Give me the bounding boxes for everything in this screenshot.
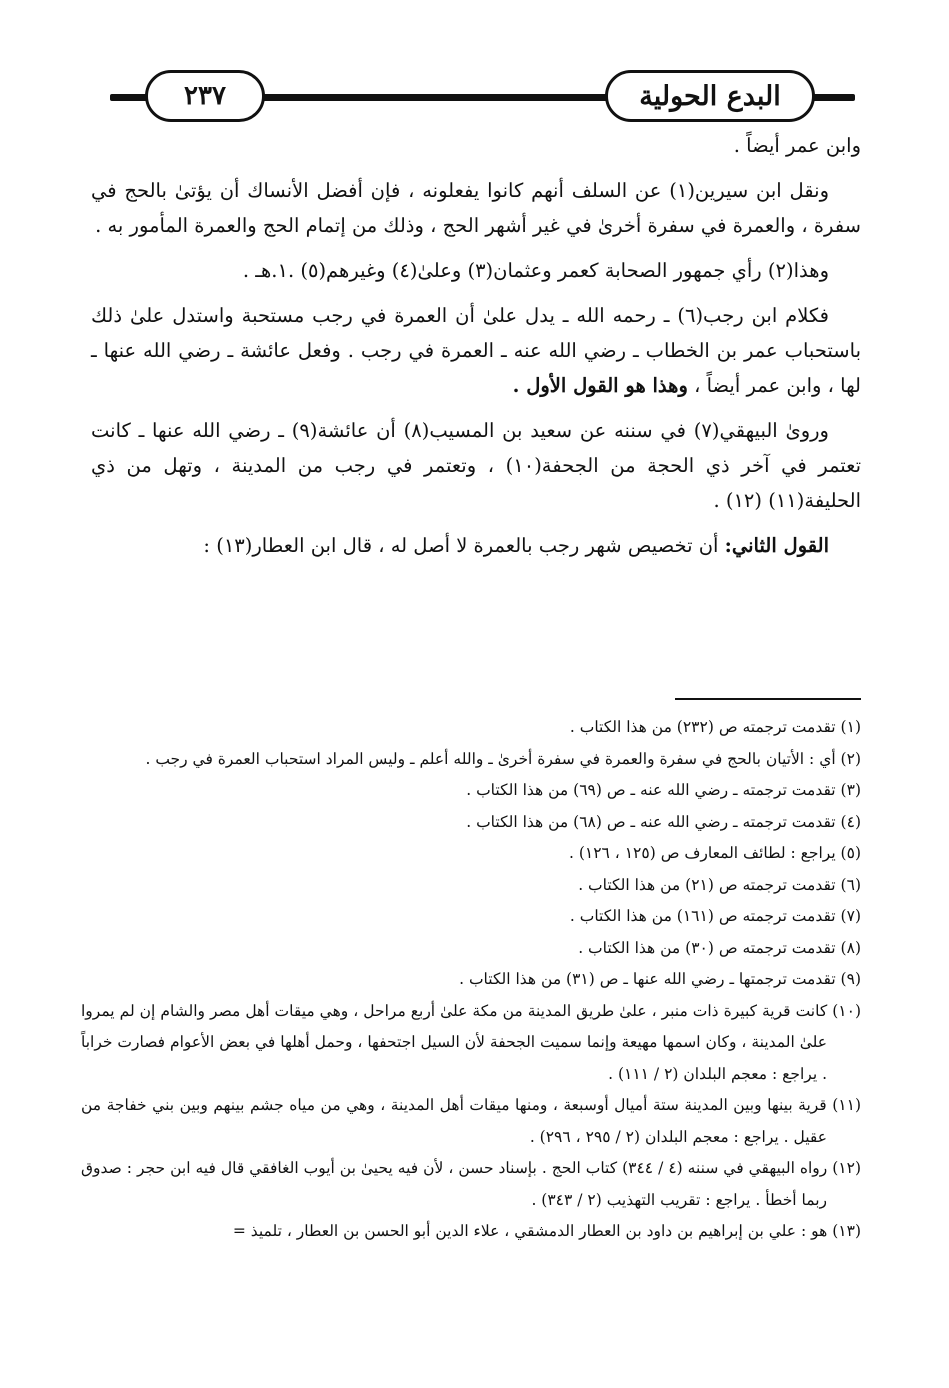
paragraph: وهذا(٢) رأي جمهور الصحابة كعمر وعثمان(٣) وعلىٰ(٤) وغيرهم(٥) .١.هـ . <box>242 259 829 282</box>
footnote: (٥) يراجع : لطائف المعارف ص (١٢٥ ، ١٢٦) . <box>568 844 861 862</box>
footnote: (١٣) هو : علي بن إبراهيم بن داود بن العطار الدمشقي ، علاء الدين أبو الحسن بن العطار ، تلميذ = <box>232 1222 861 1240</box>
running-header <box>110 70 855 126</box>
footnotes <box>81 712 861 1248</box>
paragraph: وروىٰ البيهقي(٧) في سننه عن سعيد بن المسيب(٨) أن عائشة(٩) ـ رضي الله عنها ـ كانت تعتمر في آخر ذي الحجة من الجحفة(١٠) ، وتعتمر في رجب من المدينة ، وتهل من ذي الحليفة(١١) (١٢) . <box>91 419 861 512</box>
emphasis-text: وهذا هو القول الأول . <box>512 374 688 397</box>
footnote: (٨) تقدمت ترجمته ص (٣٠) من هذا الكتاب . <box>578 938 861 957</box>
footnote: (٣) تقدمت ترجمته ـ رضي الله عنه ـ ص (٦٩) من هذا الكتاب . <box>466 781 861 799</box>
footnote: (٩) تقدمت ترجمتها ـ رضي الله عنها ـ ص (٣١) من هذا الكتاب . <box>459 970 861 988</box>
paragraph <box>91 528 861 563</box>
footnote: (٤) تقدمت ترجمته ـ رضي الله عنه ـ ص (٦٨) من هذا الكتاب . <box>466 812 861 831</box>
main-text <box>91 128 861 573</box>
footnote: (١١) قرية بينها وبين المدينة ستة أميال أوسبعة ، ومنها ميقات أهل المدينة ، وهي من مياه جشم بينهم وبين بني خفاجة من عقيل . يراجع : معجم البلدان (٢ / ٢٩٥ ، ٢٩٦) . <box>81 1096 861 1146</box>
paragraph-text: أن تخصيص شهر رجب بالعمرة لا أصل له ، قال ابن العطار(١٣) : <box>203 534 719 557</box>
paragraph: وابن عمر أيضاً . <box>733 134 861 157</box>
footnote: (٧) تقدمت ترجمته ص (١٦١) من هذا الكتاب . <box>569 907 861 925</box>
section-label: القول الثاني: <box>724 534 829 557</box>
book-title: البدع الحولية <box>605 70 815 122</box>
footnote-separator <box>675 698 861 700</box>
paragraph-text: فكلام ابن رجب(٦) ـ رحمه الله ـ يدل علىٰ أن العمرة في رجب مستحبة واستدل علىٰ ذلك باستحباب عمر بن الخطاب ـ رضي الله عنه ـ العمرة في رجب . وفعل عائشة ـ رضي الله عنها ـ لها ، وابن عمر أيضاً ، <box>91 304 861 397</box>
footnote: (١٢) رواه البيهقي في سننه (٤ / ٣٤٤) كتاب الحج . بإسناد حسن ، لأن فيه يحيىٰ بن أيوب الغافقي قال فيه ابن حجر : صدوق ربما أخطأ . يراجع : تقريب التهذيب (٢ / ٣٤٣) . <box>81 1159 861 1209</box>
page-number: ٢٣٧ <box>145 70 265 122</box>
footnote: (١٠) كانت قرية كبيرة ذات منبر ، علىٰ طريق المدينة من مكة علىٰ أربع مراحل ، وهي ميقات أهل مصر والشام إن لم يمروا علىٰ المدينة ، وكان اسمها مهيعة وإنما سميت الجحفة لأن السيل اجتحفها ، وحمل أهلها في بعض الأعوام فصارت خراباً . يراجع : معجم البلدان (٢ / ١١١) . <box>81 1001 861 1083</box>
paragraph: ونقل ابن سيرين(١) عن السلف أنهم كانوا يفعلونه ، فإن أفضل الأنساك أن يؤتىٰ بالحج في سفرة ، والعمرة في سفرة أخرىٰ في غير أشهر الحج ، وذلك من إتمام الحج والعمرة المأمور به . <box>91 179 861 237</box>
footnote: (٢) أي : الأتيان بالحج في سفرة والعمرة في سفرة أخرىٰ ـ والله أعلم ـ وليس المراد استحباب العمرة في رجب . <box>145 749 861 768</box>
footnote: (٦) تقدمت ترجمته ص (٢١) من هذا الكتاب . <box>578 875 861 894</box>
footnote: (١) تقدمت ترجمته ص (٢٣٢) من هذا الكتاب . <box>569 718 861 736</box>
paragraph <box>91 298 861 403</box>
